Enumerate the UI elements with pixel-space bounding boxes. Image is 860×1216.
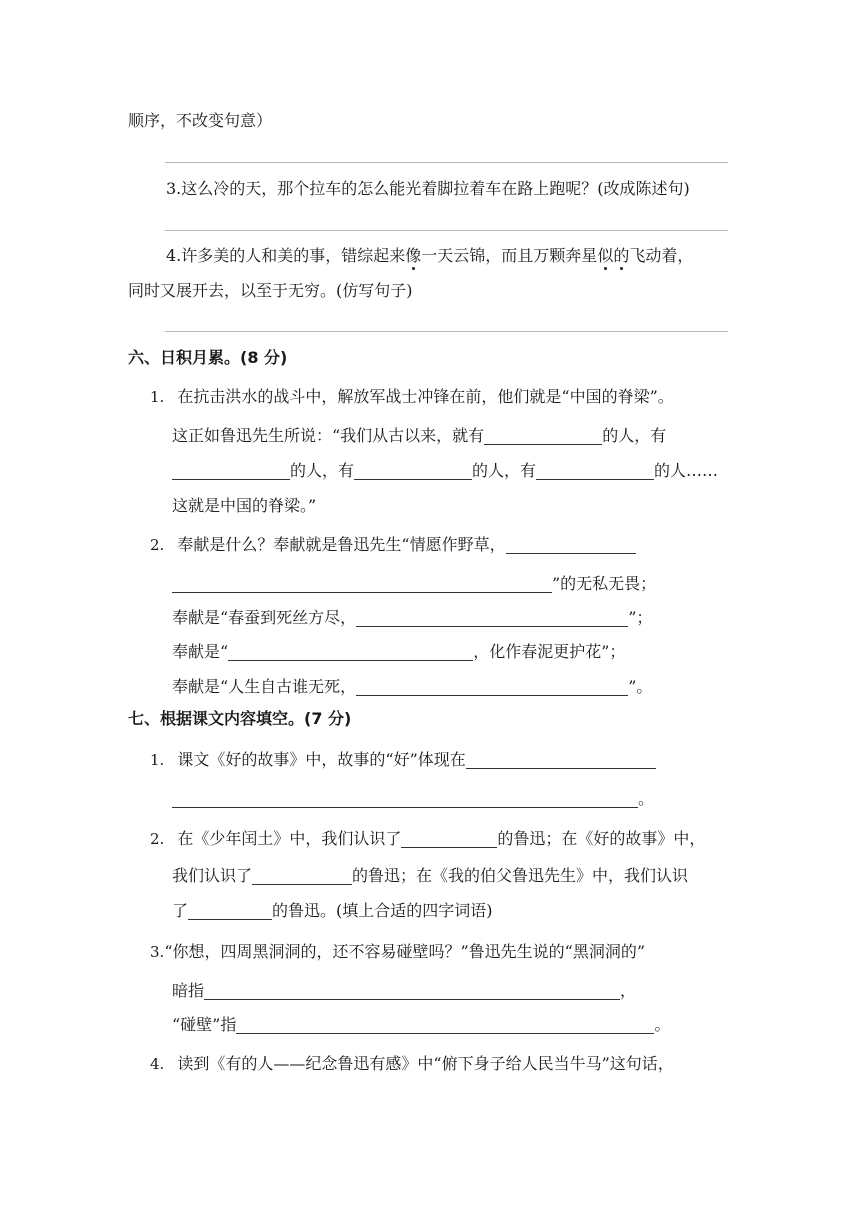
sec7-q3-line-1	[150, 941, 645, 963]
sec7-q2-line-1	[150, 828, 705, 850]
sec7-q1-line-1	[150, 749, 656, 771]
fill-blank[interactable]	[252, 866, 352, 885]
question-number: 2.	[150, 536, 165, 554]
sec6-q1-line-1	[150, 386, 674, 408]
emphasis-char: 像	[405, 246, 422, 265]
sec7-q1-line-2	[172, 788, 654, 810]
fill-blank[interactable]	[401, 829, 497, 848]
fill-blank[interactable]	[188, 901, 272, 920]
text: 我们认识了	[172, 866, 253, 885]
text: 这正如鲁迅先生所说：“我们从古以来，就有	[172, 426, 485, 445]
fill-blank[interactable]	[172, 461, 290, 480]
text: “碰壁”指	[172, 1015, 237, 1034]
text: 奉献是“春蚕到死丝方尽，	[172, 608, 357, 627]
fill-blank[interactable]	[236, 1015, 654, 1034]
fill-blank[interactable]	[484, 426, 602, 445]
sec6-q2-line-5	[172, 676, 652, 698]
sec6-q1-line-2	[172, 425, 666, 447]
text: ，化作春泥更护花”；	[473, 642, 626, 661]
sec7-q2-line-2	[172, 865, 688, 887]
fill-blank[interactable]	[228, 642, 473, 661]
text: 奉献是“	[172, 642, 229, 661]
sec6-q2-line-4	[172, 641, 625, 663]
question-number: 1.	[150, 388, 165, 406]
sec6-q2-line-3	[172, 607, 652, 629]
fill-blank[interactable]	[536, 461, 654, 480]
sec7-q3-line-3	[172, 1014, 670, 1036]
sec5-question-4	[166, 245, 693, 267]
question-number: 4.	[150, 1055, 165, 1073]
section-heading-7: 七、根据课文内容填空。(7 分)	[128, 709, 352, 728]
text: 的人，有	[290, 461, 355, 480]
fill-blank[interactable]	[356, 608, 628, 627]
emphasis-char: 似	[597, 246, 614, 265]
text: 奉献是什么？奉献就是鲁迅先生“情愿作野草，	[177, 535, 506, 554]
text: ，	[620, 981, 637, 1000]
sec6-q2-line-1	[150, 534, 636, 556]
fill-blank[interactable]	[354, 461, 472, 480]
text: ”；	[628, 608, 653, 627]
answer-line[interactable]	[165, 230, 728, 231]
section-heading-6: 六、日积月累。(8 分)	[128, 348, 288, 367]
fill-blank[interactable]	[356, 677, 628, 696]
sec6-q2-line-2	[172, 573, 656, 595]
question-number: 1.	[150, 751, 165, 769]
question-number: 2.	[150, 830, 165, 848]
answer-line[interactable]	[165, 331, 728, 332]
text: 了	[172, 901, 189, 920]
text: 的人，有	[472, 461, 537, 480]
text: 。	[638, 789, 655, 808]
fill-blank[interactable]	[172, 789, 638, 808]
text: 4.许多美的人和美的事，错综起来	[166, 246, 406, 265]
text: 飞动着，	[629, 246, 694, 265]
text: 的鲁迅；在《好的故事》中，	[497, 829, 706, 848]
text: “你想，四周黑洞洞的，还不容易碰壁吗？”鲁迅先生说的“黑洞洞的”	[164, 942, 646, 961]
fill-blank[interactable]	[172, 574, 552, 593]
text: 在抗击洪水的战斗中，解放军战士冲锋在前，他们就是“中国的脊梁”。	[177, 387, 674, 406]
text: ”。	[628, 677, 653, 696]
sec5-question-3: 3.这么冷的天，那个拉车的怎么能光着脚拉着车在路上跑呢？(改成陈述句)	[166, 179, 690, 198]
text: 的人，有	[602, 426, 667, 445]
fill-blank[interactable]	[204, 981, 620, 1000]
text: ”的无私无畏；	[552, 574, 657, 593]
text: 。	[654, 1015, 671, 1034]
question-number: 3.	[150, 943, 165, 961]
sec6-q1-line-4: 这就是中国的脊梁。”	[172, 496, 317, 515]
sec7-q2-line-3	[172, 900, 493, 922]
text: 奉献是“人生自古谁无死，	[172, 677, 357, 696]
answer-line[interactable]	[165, 162, 728, 163]
fill-blank[interactable]	[506, 535, 636, 554]
text: 暗指	[172, 981, 205, 1000]
text: 课文《好的故事》中，故事的“好”体现在	[177, 750, 466, 769]
text: 的鲁迅。(填上合适的四字词语)	[272, 901, 493, 920]
emphasis-char: 的	[613, 246, 630, 265]
text: 的人……	[654, 461, 719, 480]
sec6-q1-line-3	[172, 460, 718, 482]
text: 一天云锦，而且万颗奔星	[421, 246, 598, 265]
sec5-continuation: 顺序，不改变句意）	[128, 111, 273, 130]
fill-blank[interactable]	[466, 750, 656, 769]
sec7-q4-line-1	[150, 1053, 674, 1075]
sec7-q3-line-2	[172, 980, 636, 1002]
text: 的鲁迅；在《我的伯父鲁迅先生》中，我们认识	[352, 866, 689, 885]
text: 读到《有的人——纪念鲁迅有感》中“俯下身子给人民当牛马”这句话，	[177, 1054, 674, 1073]
sec5-question-4-line-2: 同时又展开去，以至于无穷。(仿写句子)	[128, 281, 413, 300]
text: 在《少年闰土》中，我们认识了	[177, 829, 402, 848]
